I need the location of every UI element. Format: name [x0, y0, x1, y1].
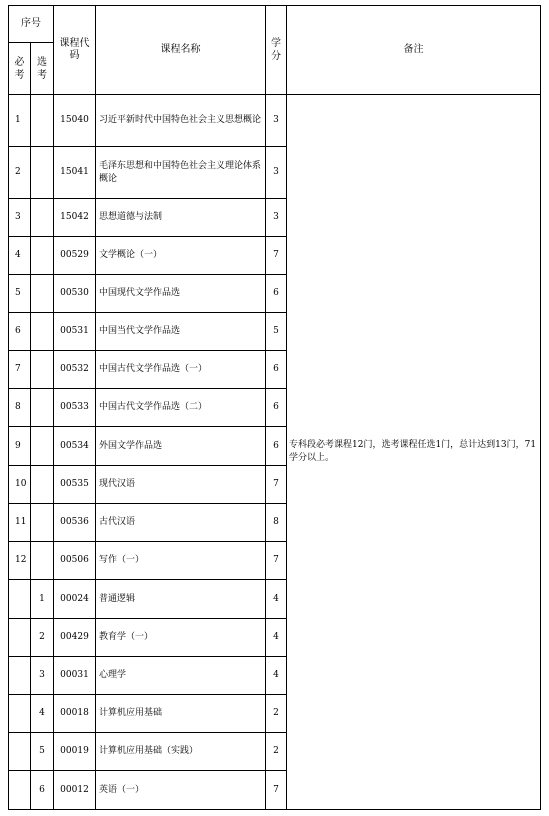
- elective-seq-cell: [31, 199, 54, 237]
- course-name-cell: 中国古代文学作品选（一）: [96, 351, 266, 389]
- required-seq-cell: [9, 695, 31, 733]
- course-code-cell: 00024: [54, 580, 96, 619]
- required-seq-cell: 8: [9, 389, 31, 427]
- header-course-name: 课程名称: [96, 6, 266, 95]
- course-table: [8, 5, 541, 810]
- note-cell: 专科段必考课程12门，选考课程任选1门，总计达到13门，71学分以上。: [287, 95, 541, 810]
- course-name-cell: 计算机应用基础: [96, 695, 266, 733]
- course-code-cell: 00530: [54, 275, 96, 313]
- credit-cell: 3: [266, 199, 287, 237]
- credit-cell: 6: [266, 351, 287, 389]
- required-seq-cell: [9, 657, 31, 695]
- course-code-cell: 15042: [54, 199, 96, 237]
- credit-cell: 4: [266, 619, 287, 657]
- table-body: [9, 95, 541, 810]
- elective-seq-cell: [31, 237, 54, 275]
- course-code-cell: 00531: [54, 313, 96, 351]
- elective-seq-cell: [31, 542, 54, 580]
- credit-cell: 4: [266, 580, 287, 619]
- required-seq-cell: 3: [9, 199, 31, 237]
- elective-seq-cell: [31, 466, 54, 504]
- course-name-cell: 英语（一）: [96, 771, 266, 810]
- credit-cell: 6: [266, 427, 287, 466]
- table-row: [9, 95, 541, 147]
- header-seq: 序号: [9, 6, 54, 43]
- course-name-cell: 思想道德与法制: [96, 199, 266, 237]
- elective-seq-cell: 3: [31, 657, 54, 695]
- course-code-cell: 00031: [54, 657, 96, 695]
- course-code-cell: 15040: [54, 95, 96, 147]
- required-seq-cell: 11: [9, 504, 31, 542]
- credit-cell: 2: [266, 695, 287, 733]
- course-name-cell: 中国现代文学作品选: [96, 275, 266, 313]
- credit-cell: 7: [266, 466, 287, 504]
- course-name-cell: 普通逻辑: [96, 580, 266, 619]
- credit-cell: 3: [266, 147, 287, 199]
- credit-cell: 6: [266, 389, 287, 427]
- course-code-cell: 00532: [54, 351, 96, 389]
- course-code-cell: 00018: [54, 695, 96, 733]
- course-code-cell: 00529: [54, 237, 96, 275]
- required-seq-cell: [9, 771, 31, 810]
- elective-seq-cell: [31, 313, 54, 351]
- credit-cell: 2: [266, 733, 287, 771]
- required-seq-cell: 2: [9, 147, 31, 199]
- course-name-cell: 心理学: [96, 657, 266, 695]
- elective-seq-cell: 2: [31, 619, 54, 657]
- credit-cell: 5: [266, 313, 287, 351]
- required-seq-cell: 4: [9, 237, 31, 275]
- course-code-cell: 00533: [54, 389, 96, 427]
- elective-seq-cell: 4: [31, 695, 54, 733]
- elective-seq-cell: [31, 147, 54, 199]
- header-course-code: 课程代码: [54, 6, 96, 95]
- elective-seq-cell: [31, 427, 54, 466]
- course-code-cell: 00019: [54, 733, 96, 771]
- elective-seq-cell: [31, 504, 54, 542]
- elective-seq-cell: 1: [31, 580, 54, 619]
- required-seq-cell: 5: [9, 275, 31, 313]
- header-note: 备注: [287, 6, 541, 95]
- required-seq-cell: 12: [9, 542, 31, 580]
- credit-cell: 4: [266, 657, 287, 695]
- course-name-cell: 教育学（一）: [96, 619, 266, 657]
- course-code-cell: 00012: [54, 771, 96, 810]
- course-name-cell: 习近平新时代中国特色社会主义思想概论: [96, 95, 266, 147]
- elective-seq-cell: [31, 389, 54, 427]
- required-seq-cell: 10: [9, 466, 31, 504]
- elective-seq-cell: [31, 351, 54, 389]
- course-code-cell: 00506: [54, 542, 96, 580]
- required-seq-cell: [9, 733, 31, 771]
- course-code-cell: 15041: [54, 147, 96, 199]
- elective-seq-cell: [31, 275, 54, 313]
- credit-cell: 7: [266, 542, 287, 580]
- course-name-cell: 现代汉语: [96, 466, 266, 504]
- course-name-cell: 文学概论（一）: [96, 237, 266, 275]
- required-seq-cell: [9, 619, 31, 657]
- course-code-cell: 00535: [54, 466, 96, 504]
- course-name-cell: 古代汉语: [96, 504, 266, 542]
- required-seq-cell: 6: [9, 313, 31, 351]
- required-seq-cell: 1: [9, 95, 31, 147]
- credit-cell: 7: [266, 237, 287, 275]
- elective-seq-cell: [31, 95, 54, 147]
- course-name-cell: 写作（一）: [96, 542, 266, 580]
- credit-cell: 8: [266, 504, 287, 542]
- required-seq-cell: [9, 580, 31, 619]
- course-name-cell: 中国古代文学作品选（二）: [96, 389, 266, 427]
- elective-seq-cell: 6: [31, 771, 54, 810]
- course-table-sheet: [8, 5, 540, 809]
- header-elective: 选考: [31, 43, 54, 95]
- course-name-cell: 毛泽东思想和中国特色社会主义理论体系概论: [96, 147, 266, 199]
- header-required: 必考: [9, 43, 31, 95]
- credit-cell: 6: [266, 275, 287, 313]
- header-credit: 学分: [266, 6, 287, 95]
- required-seq-cell: 7: [9, 351, 31, 389]
- course-name-cell: 中国当代文学作品选: [96, 313, 266, 351]
- course-name-cell: 计算机应用基础（实践）: [96, 733, 266, 771]
- credit-cell: 7: [266, 771, 287, 810]
- course-code-cell: 00534: [54, 427, 96, 466]
- course-code-cell: 00429: [54, 619, 96, 657]
- course-code-cell: 00536: [54, 504, 96, 542]
- required-seq-cell: 9: [9, 427, 31, 466]
- credit-cell: 3: [266, 95, 287, 147]
- course-name-cell: 外国文学作品选: [96, 427, 266, 466]
- elective-seq-cell: 5: [31, 733, 54, 771]
